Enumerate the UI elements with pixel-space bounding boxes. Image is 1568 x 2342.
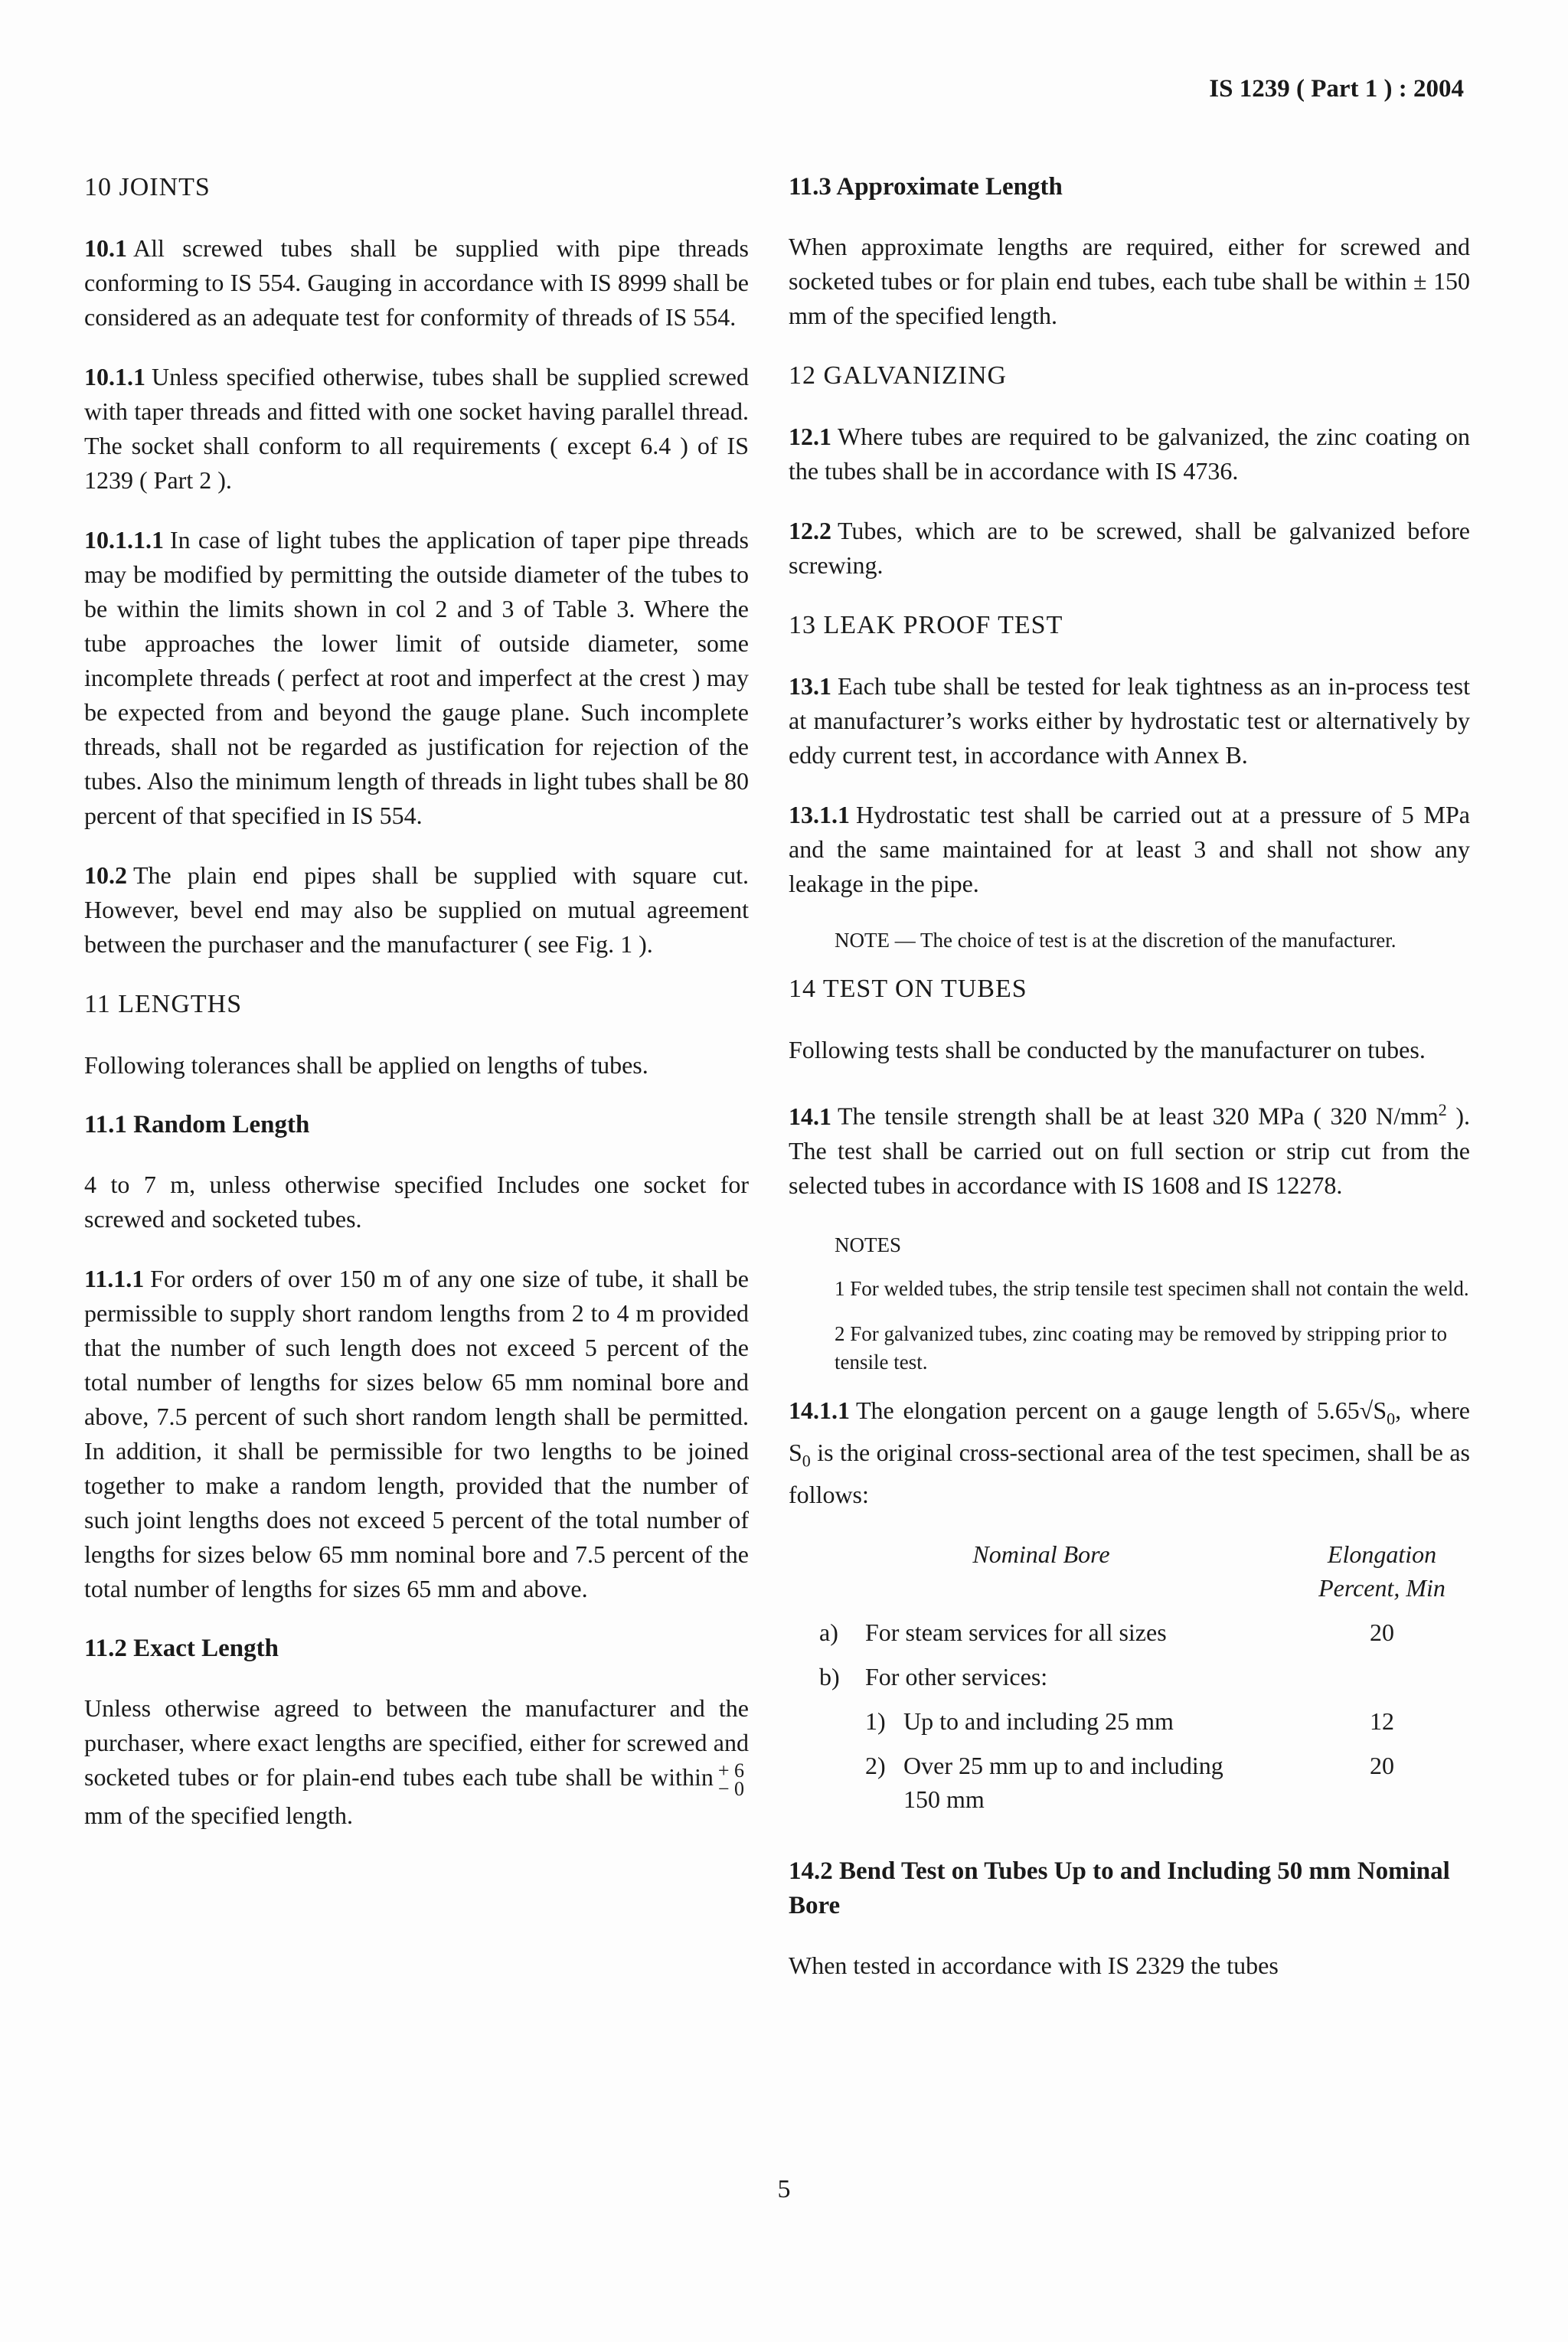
clause-text: Unless specified otherwise, tubes shall be supplied screwed with taper threads and fitted with one socket having parallel thread. The socket shall conform to all requirements ( except 6.4 ) of IS 1239 ( Part 2 ). — [84, 363, 749, 494]
clause-number: 14.1.1 — [789, 1396, 850, 1424]
clause-text: Each tube shall be tested for leak tightness as an in-process test at manufacturer’s works either by hydrostatic test or alternatively by eddy current test, in accordance with Annex B. — [789, 672, 1470, 769]
note-1: 1 For welded tubes, the strip tensile test specimen shall not contain the weld. — [835, 1276, 1469, 1300]
clause-text-end: mm of the specified length. — [84, 1801, 354, 1829]
clause-14-1 — [789, 1093, 1470, 1203]
row-text — [865, 1704, 1294, 1749]
tolerance-minus: − 0 — [717, 1777, 744, 1800]
row-label: a) — [819, 1618, 838, 1647]
clause-number: 13.1 — [789, 672, 831, 700]
tolerance-plus: + 6 — [717, 1759, 744, 1782]
clause-text: Unless otherwise agreed to between the manufacturer and the purchaser, where exact lengths are specified, either for screwed and socketed tubes or for plain-end tubes each tube shall be within — [84, 1694, 749, 1791]
row-label: 2) — [865, 1752, 886, 1780]
clause-12-1 — [789, 420, 1470, 488]
clause-11-3: When approximate lengths are required, either for screwed and socketed tubes or for plain end tubes, each tube shall be within ± 150 mm of the specified length. — [789, 233, 1470, 329]
left-column — [84, 170, 749, 1858]
row-value: 12 — [1370, 1707, 1394, 1736]
elongation-table — [789, 1537, 1470, 1827]
clause-number: 10.1.1 — [84, 363, 145, 390]
clause-text: The tensile strength shall be at least 320 MPa ( 320 N/mm — [838, 1102, 1439, 1130]
clause-12-2 — [789, 514, 1470, 583]
col-heading-line2: Percent, Min — [1318, 1574, 1446, 1602]
clause-10-1-1 — [84, 360, 749, 498]
section-12-heading: 12 GALVANIZING — [789, 361, 1008, 390]
table-header-row — [789, 1537, 1470, 1615]
table-row — [789, 1749, 1470, 1827]
clause-text: Hydrostatic test shall be carried out at a pressure of 5 MPa and the same maintained for at least 3 and shall not show any leakage in the pipe. — [789, 801, 1470, 897]
clause-11-1: 4 to 7 m, unless otherwise specified Includes one socket for screwed and socketed tubes. — [84, 1171, 749, 1233]
clause-11-1-1 — [84, 1262, 749, 1606]
clause-text: In case of light tubes the application of taper pipe threads may be modified by permitting the outside diameter of the tubes to be within the limits shown in col 2 and 3 of Table 3. Where the tube approaches the lower limit of outside diameter, some incomplete threads ( perfect at root and imperfect at the crest ) may be expected from and beyond the gauge plane. Such incomplete threads, shall not be regarded as justification for rejection of the tubes. Also the minimum length of threads in light tubes shall be 80 percent of that specified in IS 554. — [84, 526, 749, 829]
superscript: 2 — [1438, 1100, 1447, 1119]
row-spacer — [789, 1749, 865, 1827]
clause-10-1-1-1 — [84, 523, 749, 833]
section-14-heading: 14 TEST ON TUBES — [789, 975, 1027, 1003]
clause-text: All screwed tubes shall be supplied with pipe threads conforming to IS 554. Gauging in accordance with IS 8999 shall be considered as an adequate test for conformity of threads of IS 554. — [84, 234, 749, 331]
clause-13-1 — [789, 669, 1470, 773]
tolerance-fraction — [717, 1759, 744, 1800]
clause-number: 11.1.1 — [84, 1265, 145, 1292]
clause-11-intro: Following tolerances shall be applied on lengths of tubes. — [84, 1051, 648, 1079]
clause-text: , where S — [789, 1396, 1471, 1467]
right-column — [789, 170, 1470, 2008]
row-text: For other services: — [865, 1663, 1048, 1691]
row-text — [865, 1749, 1294, 1827]
notes-title: NOTES — [835, 1233, 901, 1256]
clause-text: For orders of over 150 m of any one size of tube, it shall be permissible to supply short random lengths from 2 to 4 m provided that the number of such length does not exceed 5 percent of the total number of lengths for sizes below 65 mm nominal bore and above, 7.5 percent of such short random length shall be permitted. In addition, it shall be permissible for two lengths to be joined together to make a random length, provided that the number of such joint lengths does not exceed 5 percent of the total number of lengths for sizes below 65 mm nominal bore and 7.5 percent of the total number of lengths for sizes 65 mm and above. — [84, 1265, 749, 1602]
note-2: 2 For galvanized tubes, zinc coating may be removed by stripping prior to tensile test. — [835, 1321, 1448, 1374]
clause-number: 12.1 — [789, 423, 831, 450]
clause-13-1-1 — [789, 798, 1470, 901]
subsection-11-3-heading: 11.3 Approximate Length — [789, 173, 1063, 201]
subsection-14-2-heading: 14.2 Bend Test on Tubes Up to and Including 50 mm Nominal Bore — [789, 1857, 1450, 1920]
row-spacer — [789, 1704, 865, 1749]
table-col-nominal-bore: Nominal Bore — [972, 1540, 1110, 1569]
clause-text: The elongation percent on a gauge length of 5.65√S — [856, 1396, 1387, 1424]
row-text: For steam services for all sizes — [865, 1618, 1167, 1647]
table-row — [789, 1615, 1470, 1660]
clause-14-2: When tested in accordance with IS 2329 the tubes — [789, 1952, 1279, 1980]
note-13: NOTE — The choice of test is at the discretion of the manufacturer. — [835, 929, 1396, 952]
row-value: 20 — [1370, 1752, 1394, 1780]
section-13-heading: 13 LEAK PROOF TEST — [789, 611, 1063, 639]
row-label: 1) — [865, 1707, 886, 1736]
subscript: 0 — [802, 1451, 811, 1471]
section-10-heading: 10 JOINTS — [84, 173, 211, 201]
row-text-value: Over 25 mm up to and including 150 mm — [903, 1752, 1223, 1814]
table-row — [789, 1704, 1470, 1749]
row-value — [1294, 1660, 1470, 1704]
clause-number: 10.2 — [84, 861, 127, 889]
clause-11-2 — [84, 1691, 749, 1833]
col-heading-line1: Elongation — [1327, 1540, 1437, 1569]
clause-number: 12.2 — [789, 517, 831, 544]
subsection-11-1-heading: 11.1 Random Length — [84, 1111, 310, 1138]
row-value: 20 — [1370, 1618, 1394, 1647]
document-header: IS 1239 ( Part 1 ) : 2004 — [1209, 75, 1464, 103]
clause-14-1-1 — [789, 1393, 1470, 1513]
clause-number: 14.1 — [789, 1102, 831, 1130]
clause-10-2 — [84, 858, 749, 962]
subsection-11-2-heading: 11.2 Exact Length — [84, 1635, 279, 1662]
clause-text: Where tubes are required to be galvanized, the zinc coating on the tubes shall be in accordance with IS 4736. — [789, 423, 1470, 485]
clause-14-intro: Following tests shall be conducted by the manufacturer on tubes. — [789, 1036, 1426, 1063]
clause-text: Tubes, which are to be screwed, shall be galvanized before screwing. — [789, 517, 1470, 579]
table-col-elongation — [1294, 1537, 1470, 1615]
page-number: 5 — [777, 2175, 791, 2203]
clause-number: 13.1.1 — [789, 801, 850, 828]
clause-text: The plain end pipes shall be supplied with square cut. However, bevel end may also be supplied on mutual agreement between the purchaser and the manufacturer ( see Fig. 1 ). — [84, 861, 749, 958]
clause-number: 10.1.1.1 — [84, 526, 164, 554]
row-label: b) — [819, 1663, 840, 1691]
row-text-value: Up to and including 25 mm — [903, 1707, 1174, 1736]
clause-number: 10.1 — [84, 234, 127, 262]
table-row — [789, 1660, 1470, 1704]
clause-text-end: is the original cross-sectional area of the test specimen, shall be as follows: — [789, 1439, 1470, 1509]
clause-10-1 — [84, 231, 749, 335]
section-11-heading: 11 LENGTHS — [84, 990, 243, 1018]
subscript: 0 — [1387, 1409, 1396, 1429]
clause-text-end: ). The test shall be carried out on full section or strip cut from the selected tubes in accordance with IS 1608 and IS 12278. — [789, 1102, 1471, 1199]
